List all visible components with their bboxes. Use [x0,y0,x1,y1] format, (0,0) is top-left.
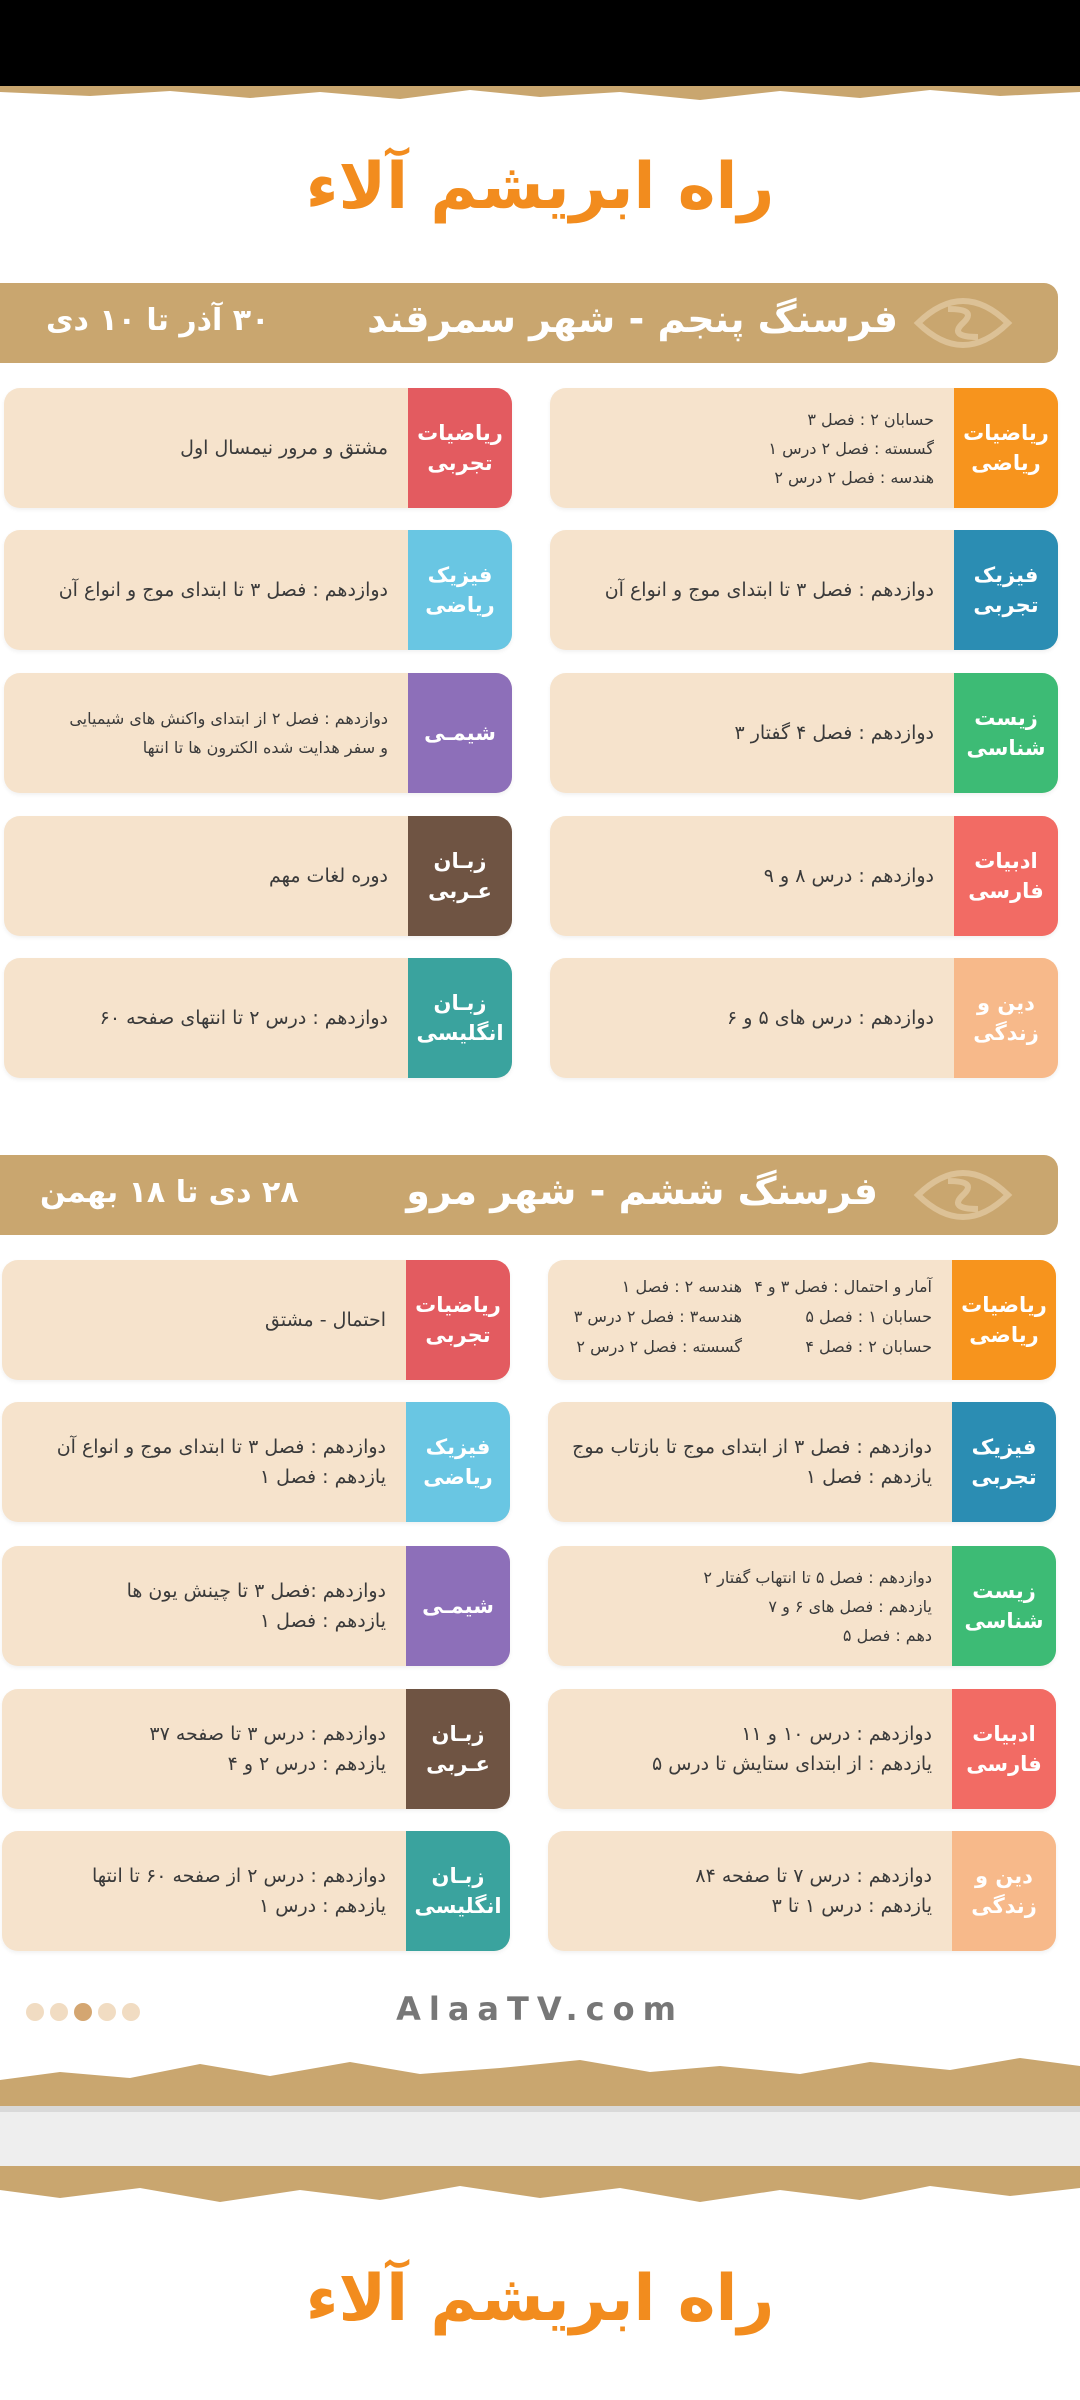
subject-details: دوازدهم : درس ۳ تا صفحه ۳۷ یازدهم : درس ۲ و ۴ [149,1723,386,1775]
subject-details: دوازدهم : فصل ۳ تا ابتدای موج و انواع آن [58,579,388,601]
torn-paper-band-second-page [0,2166,1080,2216]
subject-card [548,1831,1056,1951]
section-header-1 [0,283,1058,363]
subject-card [4,530,512,650]
subject-details: دوازدهم : فصل ۴ گفتار ۳ [734,722,934,744]
subject-tag: شیمـی [408,673,512,793]
subject-details: مشتق و مرور نیمسال اول [180,437,388,459]
subject-tag: فیزیک تجربی [952,1402,1056,1522]
subject-details: دوازدهم : فصل ۵ تا انتهاب گفتار ۲ یازدهم : فصل های ۶ و ۷ دهم : فصل ۵ [703,1567,932,1645]
alaa-logo-bottom: راه ابریشم آلاء [305,2262,775,2336]
subject-card [2,1402,510,1522]
subject-details: دوازدهم : فصل ۳ تا ابتدای موج و انواع آن یازدهم : فصل ۱ [56,1436,386,1488]
subject-details: دوره لغات مهم [268,865,388,887]
subject-card [550,816,1058,936]
subject-card [2,1689,510,1809]
alaa-logo-top: راه ابریشم آلاء [305,150,775,224]
subject-details: دوازدهم : درس ۲ از صفحه ۶۰ تا انتها یازدهم : درس ۱ [91,1865,386,1917]
subject-details: دوازدهم : درس ۲ تا انتهای صفحه ۶۰ [99,1007,388,1029]
subject-details: دوازدهم : درس ۷ تا صفحه ۸۴ یازدهم : درس ۱ تا ۳ [695,1865,932,1917]
subject-details: احتمال - مشتق [265,1309,386,1331]
section-title: فرسنگ پنجم - شهر سمرقند [367,297,898,341]
subject-tag: ادبیات فارسی [952,1689,1056,1809]
subject-details: دوازدهم : درس ۸ و ۹ [763,865,934,887]
subject-card [4,816,512,936]
subject-card [4,388,512,508]
subject-details: دوازدهم : فصل ۳ تا ابتدای موج و انواع آن [604,579,934,601]
torn-paper-band-bottom [0,2050,1080,2114]
subject-details: دوازدهم : درس های ۵ و ۶ [727,1007,934,1029]
subject-tag: ریاضیات تجربی [408,388,512,508]
subject-tag: ریاضیات ریاضی [954,388,1058,508]
subject-tag: زیست شناسی [954,673,1058,793]
subject-tag: زبـان انگلیسی [406,1831,510,1951]
subject-card [2,1546,510,1666]
subject-details: دوازدهم : فصل ۲ از ابتدای واکنش های شیمیایی و سفر هدایت شده الکترون ها تا انتها [69,709,388,757]
subject-card [550,958,1058,1078]
section-title: فرسنگ ششم - شهر مرو [406,1169,878,1213]
subject-details: حسابان ۲ : فصل ۳ گسسته : فصل ۲ درس ۱ هندسه : فصل ۲ درس ۲ [768,409,934,487]
section-dates: ۳۰ آذر تا ۱۰ دی [46,303,270,338]
subject-card [548,1546,1056,1666]
subject-card [548,1260,1056,1380]
subject-tag: ریاضیات تجربی [406,1260,510,1380]
subject-tag: زبـان عـربی [406,1689,510,1809]
subject-tag: زیست شناسی [952,1546,1056,1666]
subject-tag: شیمـی [406,1546,510,1666]
subject-card [2,1831,510,1951]
subject-card [4,673,512,793]
subject-card [548,1402,1056,1522]
subject-card [550,673,1058,793]
subject-tag: دین و زندگی [952,1831,1056,1951]
top-black-bar [0,0,1080,88]
subject-card [550,388,1058,508]
subject-tag: زبـان انگلیسی [408,958,512,1078]
torn-paper-edge-top [0,86,1080,106]
subject-details: دوازدهم : فصل ۳ از ابتدای موج تا بازتاب موج یازدهم : فصل ۱ [572,1436,932,1488]
section-dates: ۲۸ دی تا ۱۸ بهمن [40,1175,299,1210]
subject-card [2,1260,510,1380]
subject-tag: فیزیک تجربی [954,530,1058,650]
subject-card [4,958,512,1078]
subject-tag: فیزیک ریاضی [408,530,512,650]
silk-road-emblem-icon [908,1161,1018,1229]
subject-card [548,1689,1056,1809]
subject-tag: ادبیات فارسی [954,816,1058,936]
subject-tag: فیزیک ریاضی [406,1402,510,1522]
website-label: AlaaTV.com [396,1990,684,2028]
subject-tag: زبـان عـربی [408,816,512,936]
subject-details: دوازدهم :فصل ۳ تا چینش یون ها یازدهم : فصل ۱ [126,1580,386,1632]
silk-road-emblem-icon [908,289,1018,357]
section-header-2 [0,1155,1058,1235]
subject-tag: ریاضیات ریاضی [952,1260,1056,1380]
subject-details: دوازدهم : درس ۱۰ و ۱۱ یازدهم : از ابتدای ستایش تا درس ۵ [651,1723,932,1775]
subject-tag: دین و زندگی [954,958,1058,1078]
subject-details: آمار و احتمال : فصل ۳ و ۴ حسابان ۱ : فصل ۵ حسابان ۲ : فصل ۴ هندسه ۲ : فصل ۱ هندسه۳ : فصل ۲ درس ۳ گسسته : فصل ۲ درس ۲ [573,1277,932,1356]
subject-card [550,530,1058,650]
page-separator [0,2112,1080,2168]
